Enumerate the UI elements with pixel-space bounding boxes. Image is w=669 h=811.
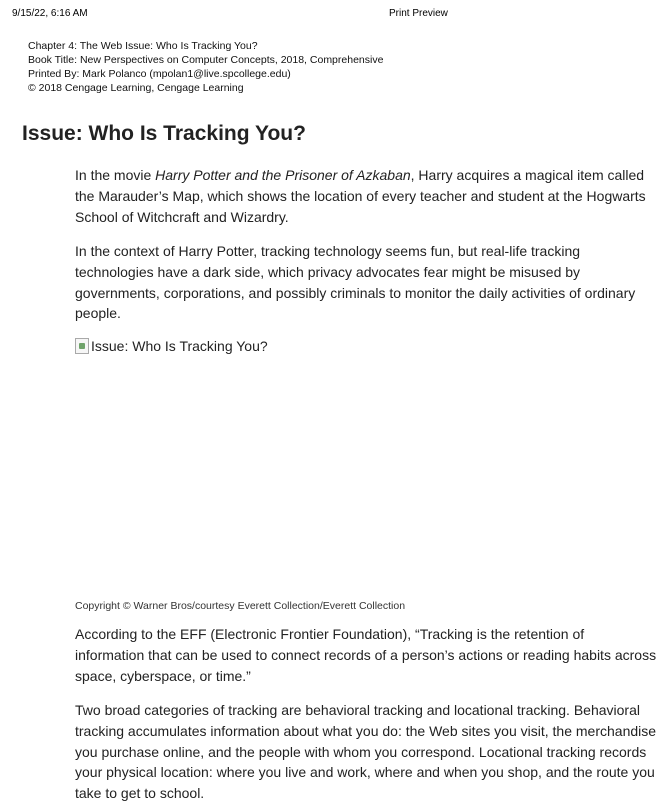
print-preview-title: Print Preview <box>389 8 448 19</box>
broken-image-icon <box>75 338 89 354</box>
image-alt-text: Issue: Who Is Tracking You? <box>91 338 268 354</box>
broken-image <box>75 338 635 354</box>
printed-by-line: Printed By: Mark Polanco (mpolan1@live.spcollege.edu) <box>28 68 291 80</box>
paragraph-tracking-context: In the context of Harry Potter, tracking technology seems fun, but real-life tracking technologies have a dark side, which privacy advocates fear might be misused by governments, corporations, and possibly criminals to monitor the daily activities of ordinary people. <box>75 243 636 322</box>
figure-caption: Copyright © Warner Bros/courtesy Everett Collection/Everett Collection <box>75 600 406 612</box>
paragraph-tracking-categories: Two broad categories of tracking are behavioral tracking and locational tracking. Behavioral tracking accumulates information about what you do: the Web sites you visit, the merchandise you purchase online, and the people with whom you correspond. Locational tracking records your physical location: where you live and work, where and when you shop, and the route you take to get to school. <box>75 702 657 802</box>
document-meta <box>28 39 383 95</box>
paragraph-movie-intro <box>75 165 657 227</box>
book-title-line: Book Title: New Perspectives on Computer Concepts, 2018, Comprehensive <box>28 54 384 66</box>
copyright-line: © 2018 Cengage Learning, Cengage Learning <box>28 82 244 94</box>
paragraph-text: In the movie <box>75 167 156 183</box>
print-date: 9/15/22, 6:16 AM <box>12 8 88 19</box>
figure <box>75 338 635 588</box>
paragraph-text: , Harry acquires a magical item called the Marauder’s Map, which shows the location of every teacher and student at the Hogwarts School of Witchcraft and Wizardry. <box>75 167 646 225</box>
chapter-line: Chapter 4: The Web Issue: Who Is Tracking You? <box>28 40 258 52</box>
movie-title: Harry Potter and the Prisoner of Azkaban <box>155 167 411 183</box>
print-header <box>0 0 669 20</box>
paragraph-eff-quote: According to the EFF (Electronic Frontier Foundation), “Tracking is the retention of information that can be used to connect records of a person’s actions or reading habits across space, cyberspace, or time.” <box>75 626 657 684</box>
page-title: Issue: Who Is Tracking You? <box>22 122 306 145</box>
